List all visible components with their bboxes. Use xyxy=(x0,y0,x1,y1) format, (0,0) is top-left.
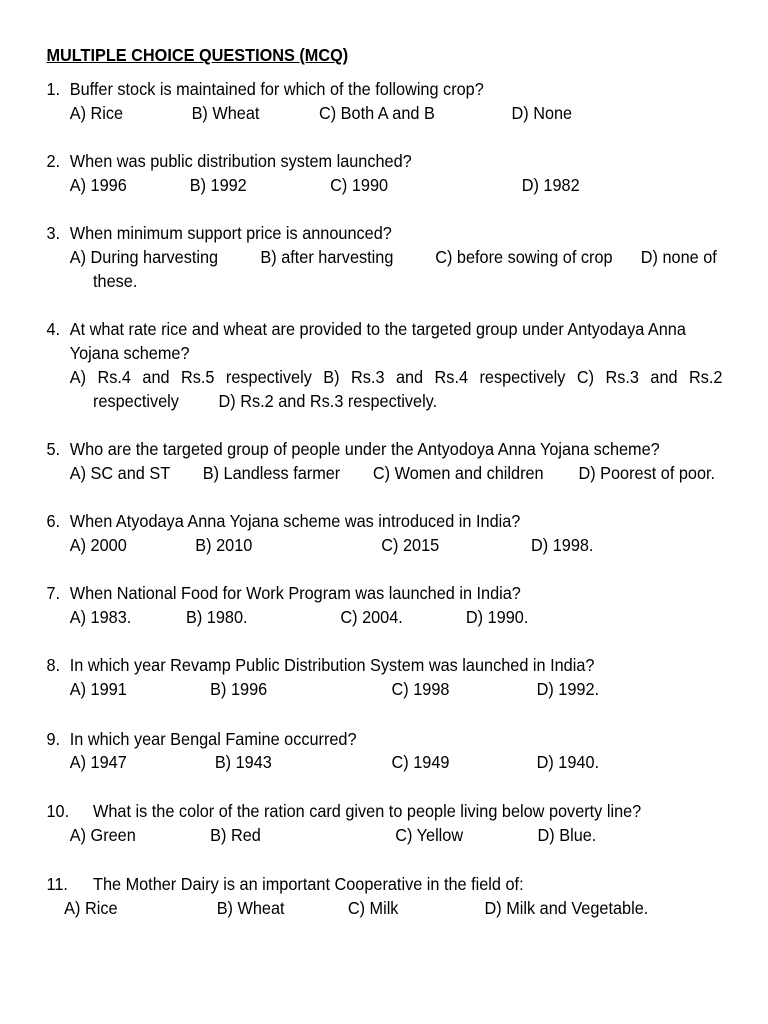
option-b: B) 1980. xyxy=(186,607,248,627)
question-text: When minimum support price is announced? xyxy=(69,223,392,243)
option-a: A) Rice xyxy=(64,898,118,918)
question-text: At what rate rice and wheat are provided to the targeted group under Antyodaya Anna xyxy=(69,319,686,339)
question-text: Buffer stock is maintained for which of the following crop? xyxy=(69,79,484,99)
question-number: 10. xyxy=(46,801,70,821)
option-c: C) Yellow xyxy=(395,825,464,845)
question-text: In which year Bengal Famine occurred? xyxy=(69,729,357,749)
question-text: When National Food for Work Program was launched in India? xyxy=(69,583,521,603)
option-a: A) SC and ST xyxy=(69,463,171,483)
option-d: D) 1990. xyxy=(465,607,529,627)
option-d: D) Milk and Vegetable. xyxy=(484,898,649,918)
question-text: In which year Revamp Public Distribution System was launched in India? xyxy=(69,655,595,675)
question-number: 7. xyxy=(46,583,61,603)
option-a: A) 1991 xyxy=(69,679,127,699)
word: Rs.4 xyxy=(434,367,469,387)
option-d: D) 1982 xyxy=(521,175,580,195)
option-d: D) Poorest of poor. xyxy=(578,463,716,483)
option-c: C) before sowing of crop xyxy=(435,247,613,267)
question-text: When was public distribution system launched? xyxy=(69,151,412,171)
word: Rs.3 xyxy=(605,367,639,387)
option-d: D) none of xyxy=(640,247,717,267)
question-text: Who are the targeted group of people under the Antyodoya Anna Yojana scheme? xyxy=(69,439,660,459)
word: and xyxy=(650,367,678,387)
option-b: B) Landless farmer xyxy=(202,463,341,483)
option-d: D) 1940. xyxy=(536,752,600,772)
option-d: D) Blue. xyxy=(537,825,597,845)
option-b: B) Red xyxy=(210,825,261,845)
word: B) xyxy=(323,367,340,387)
option-c: C) 1990 xyxy=(330,175,389,195)
question-text-line2: Yojana scheme? xyxy=(69,343,190,363)
word: Rs.5 xyxy=(181,367,215,387)
word: respectively xyxy=(225,367,312,387)
option-d: D) 1998. xyxy=(531,535,594,555)
question-text: When Atyodaya Anna Yojana scheme was introduced in India? xyxy=(69,511,521,531)
question-number: 4. xyxy=(46,319,61,339)
question-number: 5. xyxy=(46,439,61,459)
option-c: C) 1998 xyxy=(391,679,450,699)
option-a: A) 2000 xyxy=(69,535,127,555)
word: and xyxy=(142,367,170,387)
option-c: C) 2004. xyxy=(340,607,403,627)
option-c: C) Both A and B xyxy=(318,103,435,123)
option-a: A) 1947 xyxy=(69,752,127,772)
option-c: C) Milk xyxy=(347,898,399,918)
option-b: B) 1996 xyxy=(210,679,268,699)
option-a: A) Rice xyxy=(69,103,124,123)
option-c: C) 2015 xyxy=(381,535,440,555)
option-b: B) after harvesting xyxy=(260,247,394,267)
question-text: What is the color of the ration card given to people living below poverty line? xyxy=(93,801,642,821)
option-b: B) 2010 xyxy=(195,535,253,555)
option-d: D) None xyxy=(511,103,573,123)
option-continuation: respectively xyxy=(93,391,179,411)
page-title: MULTIPLE CHOICE QUESTIONS (MCQ) xyxy=(46,45,349,65)
question-number: 2. xyxy=(46,151,61,171)
option-b: B) Wheat xyxy=(216,898,285,918)
word: Rs.2 xyxy=(689,367,723,387)
option-d-continuation: these. xyxy=(93,271,138,291)
word: Rs.4 xyxy=(97,367,131,387)
option-a: A) 1996 xyxy=(69,175,127,195)
question-number: 11. xyxy=(46,874,68,894)
question-number: 8. xyxy=(46,655,61,675)
option-d: D) 1992. xyxy=(536,679,600,699)
question-number: 6. xyxy=(46,511,61,531)
option-c: C) 1949 xyxy=(391,752,450,772)
option-b: B) 1992 xyxy=(189,175,247,195)
question-text: The Mother Dairy is an important Cooperative in the field of: xyxy=(93,874,524,894)
option-c: C) Women and children xyxy=(372,463,544,483)
option-a: A) Green xyxy=(69,825,136,845)
option-d: D) Rs.2 and Rs.3 respectively. xyxy=(218,391,438,411)
option-line xyxy=(70,366,723,388)
word: and xyxy=(395,367,424,387)
word: A) xyxy=(69,367,87,387)
question-number: 9. xyxy=(46,729,61,749)
option-b: B) Wheat xyxy=(191,103,260,123)
word: C) xyxy=(576,367,595,387)
option-b: B) 1943 xyxy=(214,752,272,772)
option-a: A) During harvesting xyxy=(69,247,219,267)
question-number: 1. xyxy=(46,79,61,99)
word: Rs.3 xyxy=(351,367,385,387)
word: respectively xyxy=(479,367,566,387)
option-a: A) 1983. xyxy=(69,607,132,627)
question-number: 3. xyxy=(46,223,61,243)
